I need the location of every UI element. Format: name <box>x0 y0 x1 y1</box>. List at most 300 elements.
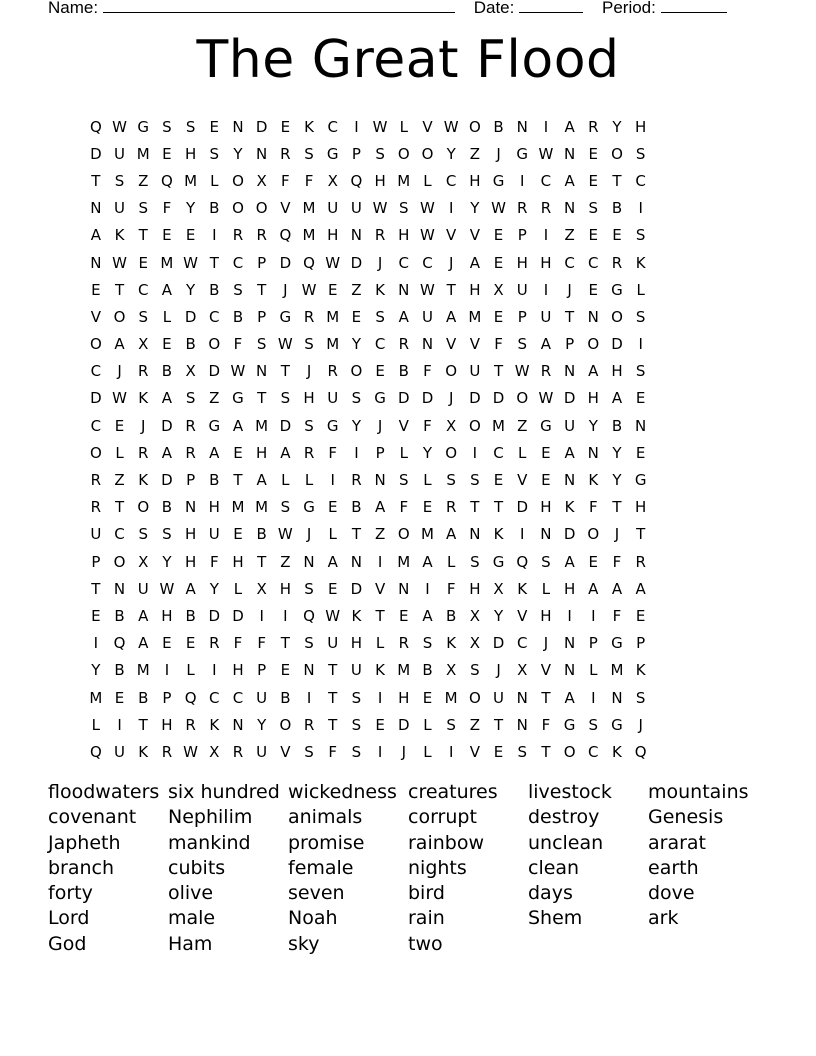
grid-letter[interactable]: C <box>564 253 575 272</box>
grid-letter[interactable]: R <box>588 117 599 136</box>
grid-letter[interactable]: H <box>232 661 244 680</box>
grid-letter[interactable]: X <box>469 634 480 653</box>
grid-letter[interactable]: E <box>351 307 362 326</box>
grid-letter[interactable]: H <box>635 498 647 517</box>
grid-letter[interactable]: T <box>493 498 504 517</box>
grid-letter[interactable]: R <box>540 199 552 218</box>
grid-letter[interactable]: N <box>611 688 623 707</box>
grid-letter[interactable]: H <box>208 498 220 517</box>
grid-letter[interactable]: G <box>279 307 292 326</box>
grid-letter[interactable]: P <box>257 253 267 272</box>
grid-letter[interactable]: W <box>372 117 388 136</box>
grid-letter[interactable]: F <box>541 715 551 734</box>
grid-letter[interactable]: F <box>423 416 432 435</box>
grid-letter[interactable]: S <box>185 117 196 136</box>
grid-letter[interactable]: S <box>635 688 646 707</box>
grid-letter[interactable]: X <box>327 171 338 190</box>
grid-letter[interactable]: C <box>374 335 386 354</box>
grid-letter[interactable]: B <box>209 471 220 490</box>
grid-letter[interactable]: K <box>375 661 386 680</box>
grid-letter[interactable]: P <box>636 634 646 653</box>
grid-letter[interactable]: E <box>493 471 504 490</box>
grid-letter[interactable]: A <box>138 606 149 625</box>
grid-letter[interactable]: A <box>374 498 386 517</box>
grid-letter[interactable]: H <box>327 226 339 245</box>
grid-letter[interactable]: G <box>326 416 339 435</box>
grid-letter[interactable]: Q <box>634 742 647 761</box>
grid-letter[interactable]: F <box>328 742 338 761</box>
grid-letter[interactable]: C <box>114 525 125 544</box>
grid-letter[interactable]: S <box>138 525 148 544</box>
grid-letter[interactable]: F <box>162 199 172 218</box>
grid-letter[interactable]: O <box>611 144 623 163</box>
grid-letter[interactable]: D <box>492 634 505 653</box>
grid-letter[interactable]: H <box>469 280 481 299</box>
grid-letter[interactable]: E <box>422 498 433 517</box>
grid-letter[interactable]: T <box>91 579 101 598</box>
grid-letter[interactable]: H <box>516 253 528 272</box>
grid-letter[interactable]: A <box>280 443 291 462</box>
grid-letter[interactable]: S <box>375 144 385 163</box>
grid-letter[interactable]: K <box>493 525 504 544</box>
grid-letter[interactable]: O <box>350 362 363 381</box>
grid-letter[interactable]: H <box>279 579 291 598</box>
grid-letter[interactable]: S <box>351 688 362 707</box>
grid-letter[interactable]: O <box>279 715 292 734</box>
grid-letter[interactable]: N <box>421 335 434 354</box>
grid-letter[interactable]: B <box>138 688 149 707</box>
grid-letter[interactable]: A <box>611 579 623 598</box>
grid-letter[interactable]: V <box>422 117 433 136</box>
grid-letter[interactable]: T <box>257 389 267 408</box>
grid-letter[interactable]: U <box>564 416 576 435</box>
grid-letter[interactable]: B <box>398 362 409 381</box>
grid-letter[interactable]: E <box>327 280 338 299</box>
grid-letter[interactable]: J <box>401 742 406 761</box>
grid-letter[interactable]: I <box>354 443 359 462</box>
grid-letter[interactable]: U <box>327 634 339 653</box>
grid-letter[interactable]: R <box>398 335 409 354</box>
grid-letter[interactable]: V <box>469 335 480 354</box>
grid-letter[interactable]: L <box>162 307 172 326</box>
grid-letter[interactable]: A <box>161 280 173 299</box>
grid-letter[interactable]: L <box>91 715 101 734</box>
grid-letter[interactable]: A <box>422 552 433 571</box>
grid-letter[interactable]: M <box>492 416 505 435</box>
grid-letter[interactable]: R <box>635 552 646 571</box>
grid-letter[interactable]: Y <box>612 443 622 462</box>
grid-letter[interactable]: I <box>354 117 359 136</box>
grid-letter[interactable]: Y <box>588 416 598 435</box>
grid-letter[interactable]: K <box>564 498 575 517</box>
grid-letter[interactable]: U <box>114 742 126 761</box>
grid-letter[interactable]: T <box>636 525 646 544</box>
grid-letter[interactable]: K <box>635 661 646 680</box>
grid-letter[interactable]: R <box>232 226 244 245</box>
grid-letter[interactable]: I <box>259 606 264 625</box>
grid-letter[interactable]: C <box>90 362 102 381</box>
grid-letter[interactable]: A <box>446 307 457 326</box>
grid-letter[interactable]: E <box>541 471 551 490</box>
grid-letter[interactable]: B <box>256 525 267 544</box>
grid-letter[interactable]: C <box>137 280 149 299</box>
grid-letter[interactable]: I <box>591 606 596 625</box>
grid-letter[interactable]: L <box>518 443 527 462</box>
grid-letter[interactable]: G <box>516 144 529 163</box>
grid-letter[interactable]: R <box>303 715 315 734</box>
grid-letter[interactable]: O <box>563 742 576 761</box>
grid-letter[interactable]: W <box>112 389 127 408</box>
grid-letter[interactable]: B <box>161 362 173 381</box>
grid-letter[interactable]: R <box>185 443 196 462</box>
grid-letter[interactable]: Z <box>469 715 480 734</box>
grid-letter[interactable]: J <box>496 661 501 680</box>
grid-letter[interactable]: Y <box>162 552 172 571</box>
grid-letter[interactable]: W <box>325 606 341 625</box>
grid-letter[interactable]: H <box>540 498 552 517</box>
grid-letter[interactable]: N <box>90 199 102 218</box>
grid-letter[interactable]: V <box>446 335 457 354</box>
grid-letter[interactable]: E <box>91 606 101 625</box>
grid-letter[interactable]: O <box>516 389 529 408</box>
grid-letter[interactable]: E <box>280 661 291 680</box>
grid-letter[interactable]: S <box>304 634 314 653</box>
grid-letter[interactable]: W <box>443 117 459 136</box>
grid-letter[interactable]: S <box>304 579 314 598</box>
grid-letter[interactable]: T <box>280 362 290 381</box>
grid-letter[interactable]: M <box>231 498 245 517</box>
grid-letter[interactable]: R <box>351 471 362 490</box>
grid-letter[interactable]: V <box>398 416 409 435</box>
grid-letter[interactable]: L <box>399 117 408 136</box>
grid-letter[interactable]: A <box>611 389 623 408</box>
grid-letter[interactable]: Y <box>612 117 622 136</box>
grid-letter[interactable]: Y <box>351 416 361 435</box>
grid-letter[interactable]: X <box>517 661 528 680</box>
grid-letter[interactable]: V <box>540 661 552 680</box>
grid-letter[interactable]: T <box>565 307 575 326</box>
grid-letter[interactable]: N <box>563 661 576 680</box>
grid-letter[interactable]: S <box>517 742 527 761</box>
grid-letter[interactable]: T <box>612 171 622 190</box>
grid-letter[interactable]: S <box>399 199 409 218</box>
grid-letter[interactable]: Z <box>564 226 575 245</box>
grid-letter[interactable]: U <box>493 688 505 707</box>
grid-letter[interactable]: A <box>564 117 575 136</box>
grid-letter[interactable]: Q <box>161 171 173 190</box>
grid-letter[interactable]: E <box>185 226 196 245</box>
grid-letter[interactable]: D <box>184 307 197 326</box>
grid-letter[interactable]: U <box>350 661 362 680</box>
grid-letter[interactable]: E <box>114 688 125 707</box>
grid-letter[interactable]: Z <box>469 144 480 163</box>
grid-letter[interactable]: O <box>255 199 268 218</box>
grid-letter[interactable]: R <box>138 362 149 381</box>
grid-letter[interactable]: M <box>89 688 103 707</box>
grid-letter[interactable]: I <box>212 226 217 245</box>
grid-letter[interactable]: E <box>162 144 172 163</box>
grid-letter[interactable]: J <box>638 715 643 734</box>
grid-letter[interactable]: O <box>232 171 244 190</box>
grid-letter[interactable]: E <box>635 606 646 625</box>
grid-letter[interactable]: A <box>232 416 244 435</box>
grid-letter[interactable]: N <box>516 715 528 734</box>
grid-letter[interactable]: V <box>280 199 291 218</box>
grid-letter[interactable]: M <box>136 661 150 680</box>
grid-letter[interactable]: Y <box>186 199 196 218</box>
grid-letter[interactable]: A <box>564 552 575 571</box>
grid-letter[interactable]: H <box>350 634 363 653</box>
grid-letter[interactable]: X <box>256 171 267 190</box>
grid-letter[interactable]: C <box>588 742 599 761</box>
grid-letter[interactable]: I <box>425 579 430 598</box>
grid-letter[interactable]: S <box>635 144 646 163</box>
grid-letter[interactable]: E <box>399 606 409 625</box>
grid-letter[interactable]: K <box>138 389 149 408</box>
grid-letter[interactable]: H <box>184 144 197 163</box>
grid-letter[interactable]: F <box>233 634 243 653</box>
grid-letter[interactable]: N <box>350 226 363 245</box>
grid-letter[interactable]: R <box>398 634 409 653</box>
grid-letter[interactable]: N <box>587 443 599 462</box>
grid-letter[interactable]: B <box>611 416 623 435</box>
grid-letter[interactable]: S <box>470 471 480 490</box>
grid-letter[interactable]: D <box>255 117 268 136</box>
grid-letter[interactable]: R <box>209 634 220 653</box>
grid-letter[interactable]: E <box>493 742 504 761</box>
grid-letter[interactable]: T <box>328 715 338 734</box>
grid-letter[interactable]: V <box>517 606 528 625</box>
grid-letter[interactable]: G <box>563 715 576 734</box>
grid-letter[interactable]: A <box>564 688 575 707</box>
grid-letter[interactable]: F <box>328 443 338 462</box>
grid-letter[interactable]: D <box>516 498 528 517</box>
grid-letter[interactable]: T <box>541 742 551 761</box>
grid-letter[interactable]: E <box>493 253 504 272</box>
grid-letter[interactable]: D <box>90 144 102 163</box>
grid-letter[interactable]: S <box>635 226 646 245</box>
grid-letter[interactable]: V <box>374 579 386 598</box>
grid-letter[interactable]: A <box>114 335 125 354</box>
grid-letter[interactable]: T <box>351 525 361 544</box>
grid-letter[interactable]: A <box>564 171 575 190</box>
grid-letter[interactable]: M <box>136 144 150 163</box>
grid-letter[interactable]: Q <box>89 742 102 761</box>
grid-letter[interactable]: O <box>445 443 458 462</box>
grid-letter[interactable]: I <box>283 606 288 625</box>
grid-letter[interactable]: C <box>327 117 338 136</box>
grid-letter[interactable]: E <box>612 226 622 245</box>
grid-letter[interactable]: M <box>184 171 198 190</box>
grid-letter[interactable]: E <box>422 688 433 707</box>
grid-letter[interactable]: O <box>397 144 410 163</box>
grid-letter[interactable]: S <box>304 144 314 163</box>
grid-letter[interactable]: N <box>563 144 576 163</box>
grid-letter[interactable]: F <box>612 606 622 625</box>
grid-letter[interactable]: U <box>421 307 433 326</box>
grid-letter[interactable]: L <box>423 742 432 761</box>
grid-letter[interactable]: D <box>563 389 576 408</box>
grid-letter[interactable]: P <box>162 688 172 707</box>
grid-letter[interactable]: J <box>377 253 383 272</box>
grid-letter[interactable]: Z <box>209 389 220 408</box>
grid-letter[interactable]: R <box>256 226 267 245</box>
grid-letter[interactable]: I <box>520 525 525 544</box>
grid-letter[interactable]: X <box>209 742 220 761</box>
grid-letter[interactable]: N <box>113 579 126 598</box>
grid-letter[interactable]: K <box>138 742 149 761</box>
grid-letter[interactable]: A <box>588 579 599 598</box>
grid-letter[interactable]: B <box>209 199 220 218</box>
grid-letter[interactable]: L <box>233 579 243 598</box>
grid-letter[interactable]: G <box>208 416 221 435</box>
grid-letter[interactable]: U <box>516 280 528 299</box>
grid-letter[interactable]: T <box>257 280 267 299</box>
grid-letter[interactable]: K <box>209 715 220 734</box>
grid-letter[interactable]: T <box>114 280 125 299</box>
grid-letter[interactable]: M <box>397 661 411 680</box>
grid-letter[interactable]: B <box>161 498 173 517</box>
grid-letter[interactable]: S <box>280 389 291 408</box>
grid-letter[interactable]: L <box>423 171 432 190</box>
grid-letter[interactable]: A <box>138 634 149 653</box>
grid-letter[interactable]: A <box>327 552 338 571</box>
grid-letter[interactable]: Y <box>351 335 361 354</box>
grid-letter[interactable]: G <box>232 389 244 408</box>
grid-letter[interactable]: O <box>468 416 481 435</box>
grid-letter[interactable]: D <box>350 253 363 272</box>
grid-letter[interactable]: E <box>327 579 338 598</box>
grid-letter[interactable]: O <box>611 307 623 326</box>
grid-letter[interactable]: S <box>375 307 385 326</box>
grid-letter[interactable]: I <box>330 471 335 490</box>
grid-letter[interactable]: O <box>587 525 600 544</box>
grid-letter[interactable]: I <box>164 661 170 680</box>
grid-letter[interactable]: W <box>325 253 341 272</box>
grid-letter[interactable]: I <box>543 226 549 245</box>
grid-letter[interactable]: O <box>445 362 458 381</box>
grid-letter[interactable]: Q <box>89 117 102 136</box>
grid-letter[interactable]: X <box>469 606 480 625</box>
grid-letter[interactable]: L <box>115 443 124 462</box>
grid-letter[interactable]: E <box>138 253 148 272</box>
grid-letter[interactable]: R <box>232 742 244 761</box>
grid-letter[interactable]: A <box>185 579 196 598</box>
grid-letter[interactable]: R <box>185 416 196 435</box>
grid-letter[interactable]: V <box>280 742 291 761</box>
grid-letter[interactable]: E <box>233 525 243 544</box>
grid-letter[interactable]: L <box>423 471 432 490</box>
grid-letter[interactable]: I <box>448 742 454 761</box>
grid-letter[interactable]: S <box>517 335 527 354</box>
grid-letter[interactable]: L <box>375 634 385 653</box>
grid-letter[interactable]: M <box>397 171 411 190</box>
grid-letter[interactable]: E <box>588 552 599 571</box>
grid-letter[interactable]: M <box>302 226 316 245</box>
grid-letter[interactable]: D <box>279 253 292 272</box>
grid-letter[interactable]: W <box>277 525 293 544</box>
grid-letter[interactable]: B <box>114 661 125 680</box>
grid-letter[interactable]: H <box>374 171 386 190</box>
grid-letter[interactable]: L <box>589 661 598 680</box>
grid-letter[interactable]: L <box>210 171 219 190</box>
grid-letter[interactable]: B <box>351 498 362 517</box>
grid-letter[interactable]: Y <box>186 280 196 299</box>
grid-letter[interactable]: S <box>470 661 480 680</box>
grid-letter[interactable]: L <box>423 715 432 734</box>
grid-letter[interactable]: U <box>114 144 126 163</box>
grid-letter[interactable]: M <box>444 688 458 707</box>
grid-letter[interactable]: E <box>635 443 646 462</box>
grid-letter[interactable]: B <box>422 661 433 680</box>
grid-letter[interactable]: H <box>184 525 197 544</box>
grid-letter[interactable]: Y <box>612 471 622 490</box>
grid-letter[interactable]: C <box>422 253 433 272</box>
grid-letter[interactable]: S <box>233 280 243 299</box>
grid-letter[interactable]: X <box>138 335 149 354</box>
grid-letter[interactable]: Q <box>303 606 315 625</box>
grid-letter[interactable]: J <box>306 362 312 381</box>
grid-letter[interactable]: Q <box>516 552 529 571</box>
grid-letter[interactable]: T <box>470 498 480 517</box>
grid-letter[interactable]: G <box>540 416 552 435</box>
grid-letter[interactable]: N <box>232 715 244 734</box>
grid-letter[interactable]: T <box>328 688 338 707</box>
grid-letter[interactable]: H <box>469 579 481 598</box>
grid-letter[interactable]: H <box>611 362 623 381</box>
grid-letter[interactable]: X <box>446 661 457 680</box>
grid-letter[interactable]: D <box>161 416 173 435</box>
grid-letter[interactable]: S <box>588 715 599 734</box>
grid-letter[interactable]: V <box>469 226 480 245</box>
grid-letter[interactable]: A <box>209 443 220 462</box>
grid-letter[interactable]: K <box>114 226 125 245</box>
grid-letter[interactable]: L <box>399 443 408 462</box>
grid-letter[interactable]: C <box>90 416 102 435</box>
grid-letter[interactable]: K <box>351 606 362 625</box>
grid-letter[interactable]: E <box>635 389 646 408</box>
grid-letter[interactable]: P <box>588 634 598 653</box>
grid-letter[interactable]: A <box>90 226 101 245</box>
grid-letter[interactable]: K <box>446 634 457 653</box>
grid-letter[interactable]: U <box>350 199 362 218</box>
grid-letter[interactable]: I <box>377 742 383 761</box>
grid-letter[interactable]: X <box>446 416 457 435</box>
grid-letter[interactable]: R <box>303 443 315 462</box>
grid-letter[interactable]: M <box>326 307 340 326</box>
grid-letter[interactable]: E <box>280 117 291 136</box>
grid-letter[interactable]: D <box>232 606 244 625</box>
grid-letter[interactable]: W <box>491 199 506 218</box>
grid-letter[interactable]: Q <box>113 634 126 653</box>
grid-letter[interactable]: F <box>423 362 432 381</box>
grid-letter[interactable]: X <box>493 579 504 598</box>
grid-letter[interactable]: I <box>638 199 643 218</box>
grid-letter[interactable]: S <box>304 335 314 354</box>
grid-letter[interactable]: I <box>543 280 549 299</box>
period-blank[interactable] <box>661 0 727 13</box>
grid-letter[interactable]: U <box>137 579 149 598</box>
grid-letter[interactable]: D <box>492 389 505 408</box>
grid-letter[interactable]: I <box>117 715 122 734</box>
grid-letter[interactable]: Z <box>517 416 528 435</box>
grid-letter[interactable]: I <box>567 606 572 625</box>
grid-letter[interactable]: S <box>162 117 172 136</box>
grid-letter[interactable]: S <box>588 199 599 218</box>
grid-letter[interactable]: H <box>635 117 647 136</box>
grid-letter[interactable]: N <box>563 471 576 490</box>
grid-letter[interactable]: S <box>541 552 551 571</box>
